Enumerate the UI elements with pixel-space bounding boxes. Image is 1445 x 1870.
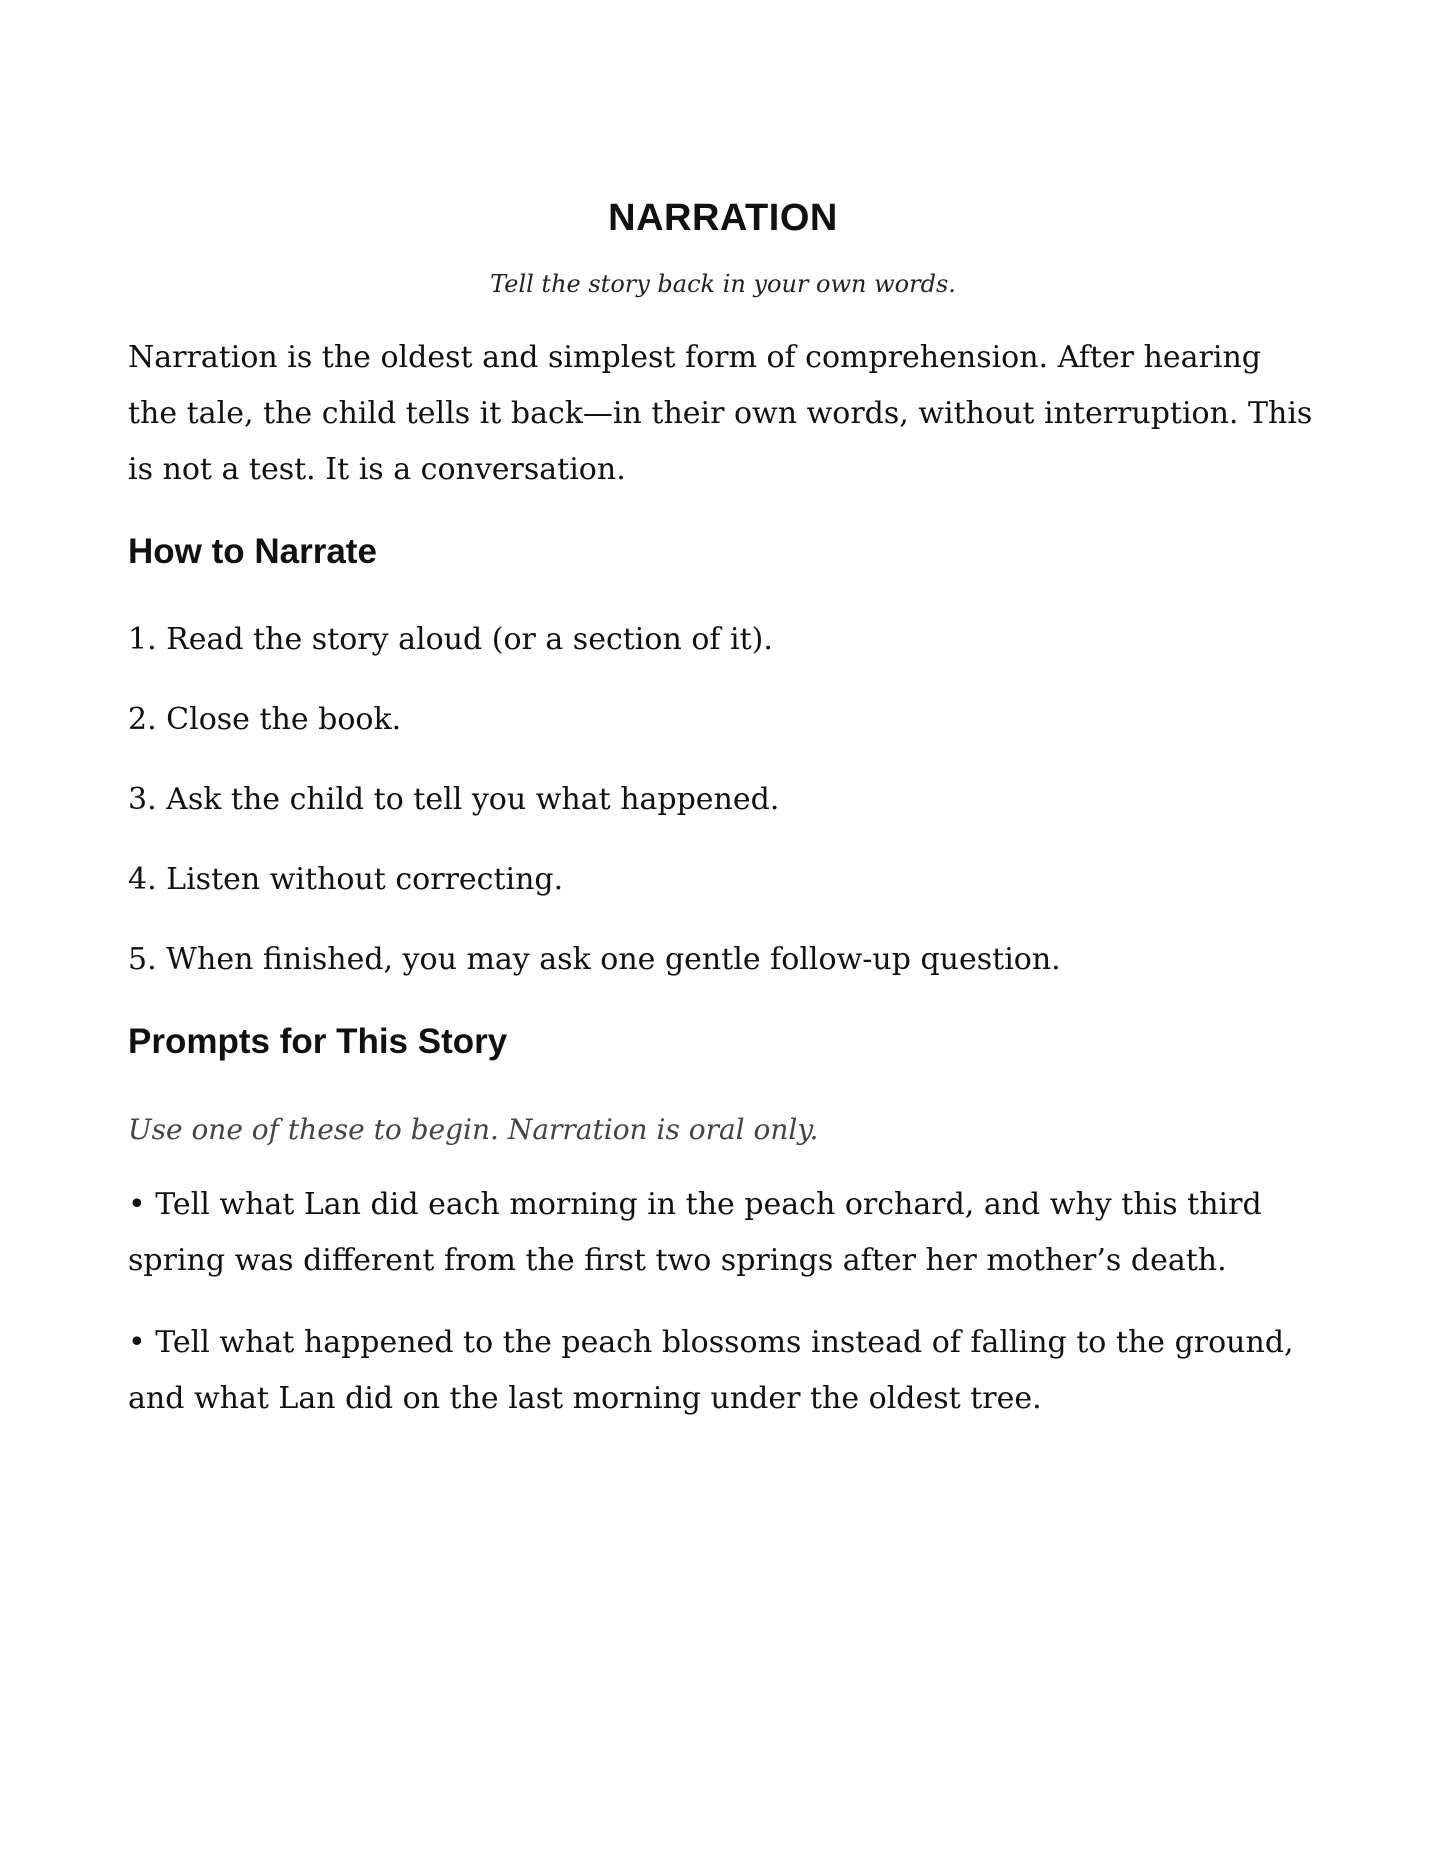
page-subtitle: Tell the story back in your own words. <box>490 270 956 298</box>
prompts-note: Use one of these to begin. Narration is oral only. <box>128 1113 819 1146</box>
step-item: 4. Listen without correcting. <box>128 862 564 897</box>
intro-paragraph: Narration is the oldest and simplest form of comprehension. After hearing the tale, the child tells it back—in their own words, without interruption. This is not a test. It is a conversation. <box>128 340 1313 487</box>
prompts-heading: Prompts for This Story <box>128 1022 508 1061</box>
how-to-narrate-heading: How to Narrate <box>128 532 377 571</box>
prompt-item: • Tell what Lan did each morning in the peach orchard, and why this third spring was different from the first two springs after her mother’s death. <box>128 1187 1262 1278</box>
step-item: 1. Read the story aloud (or a section of it). <box>128 622 773 657</box>
step-item: 3. Ask the child to tell you what happened. <box>128 782 780 817</box>
page-title: NARRATION <box>608 197 838 240</box>
step-item: 2. Close the book. <box>128 702 402 737</box>
prompt-item: • Tell what happened to the peach blossoms instead of falling to the ground, and what Lan did on the last morning under the oldest tree. <box>128 1325 1294 1416</box>
step-item: 5. When finished, you may ask one gentle follow-up question. <box>128 942 1061 977</box>
